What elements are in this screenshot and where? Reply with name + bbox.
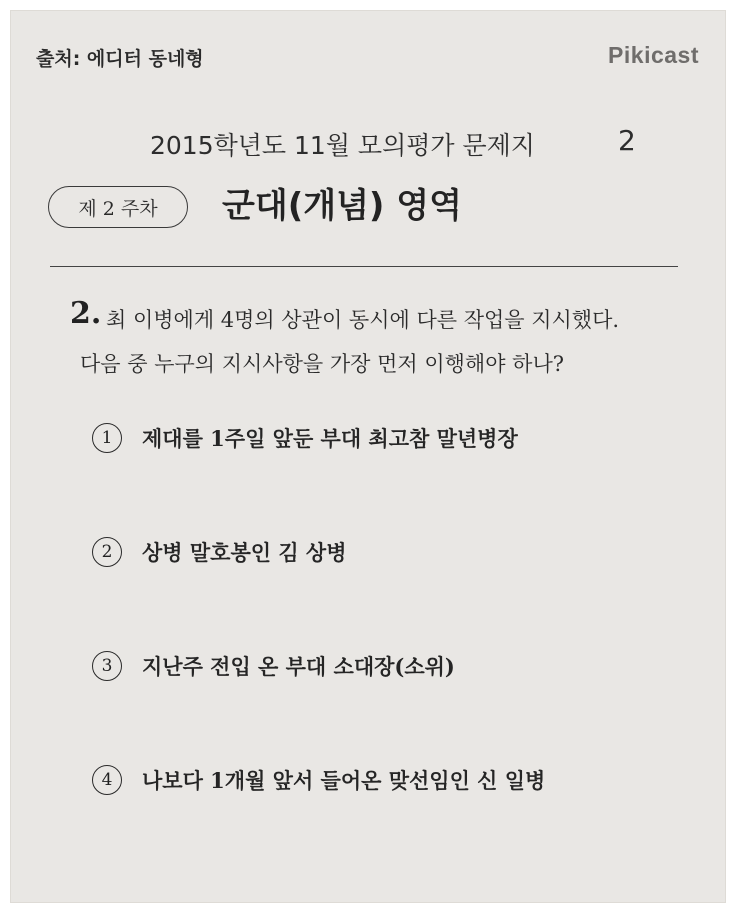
- brand-logo: Pikicast: [608, 42, 699, 68]
- answer-option-2[interactable]: [92, 537, 347, 567]
- source-credit: 출처: 에디터 동네형: [36, 48, 204, 70]
- answer-option-4[interactable]: [92, 765, 545, 795]
- answer-option-3[interactable]: [92, 651, 455, 681]
- page-number: 2: [618, 124, 636, 157]
- question-number: 2.: [70, 296, 102, 331]
- exam-title: 2015학년도 11월 모의평가 문제지: [150, 131, 535, 160]
- question-text-line-2: 다음 중 누구의 지시사항을 가장 먼저 이행해야 하나?: [80, 352, 564, 376]
- option-number-circle: 1: [92, 423, 122, 453]
- answer-option-1[interactable]: [92, 423, 518, 453]
- option-number-circle: 4: [92, 765, 122, 795]
- section-title: 군대(개념) 영역: [222, 186, 462, 226]
- week-label: 제 2 주차: [78, 197, 158, 220]
- option-text: 제대를 1주일 앞둔 부대 최고참 말년병장: [142, 426, 518, 451]
- option-text: 상병 말호봉인 김 상병: [142, 540, 347, 565]
- option-text: 지난주 전입 온 부대 소대장(소위): [142, 654, 455, 679]
- option-number-circle: 2: [92, 537, 122, 567]
- week-badge: [48, 186, 188, 228]
- divider: [50, 266, 678, 267]
- option-text: 나보다 1개월 앞서 들어온 맞선임인 신 일병: [142, 768, 546, 793]
- option-number-circle: 3: [92, 651, 122, 681]
- question-text-line-1: 최 이병에게 4명의 상관이 동시에 다른 작업을 지시했다.: [106, 308, 620, 332]
